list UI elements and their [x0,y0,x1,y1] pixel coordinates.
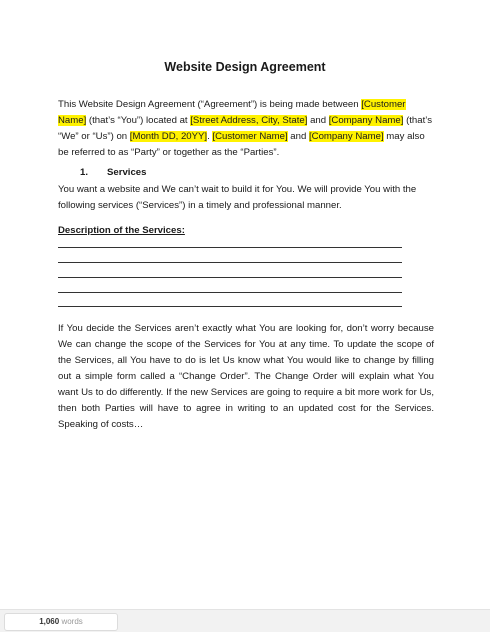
intro-text: (that’s “You”) located at [86,115,191,126]
placeholder-customer-name: [Customer Name] [58,99,406,126]
fill-in-line[interactable] [58,277,402,278]
section-heading-services [58,167,146,178]
intro-text: . [207,131,213,142]
placeholder-customer-name: [Customer Name] [212,131,288,142]
status-bar [0,609,490,632]
intro-paragraph [58,97,434,161]
fill-in-line[interactable] [58,306,402,307]
fill-in-line[interactable] [58,262,402,263]
intro-text: This Website Design Agreement (“Agreement”) is being made between [58,99,362,110]
document-title: Website Design Agreement [164,60,326,74]
word-count-label: words [61,617,83,626]
change-order-paragraph: If You decide the Services aren’t exactly what You are looking for, don’t worry because We can change the scope of the Services for You at any time. To update the scope of the Services, all You have to do is let Us know what You would like to change by filling out a simple form called a “Change Order”. The Change Order will explain what You want Us to do differently. If the new Services are going to require a bit more work for Us, then both Parties will have to agree in writing to an updated cost for the Services. Speaking of costs… [58,323,434,430]
section-title: Services [107,167,147,178]
intro-text: may also be referred to as “Party” or together as the “Parties”. [58,131,425,158]
fill-in-line[interactable] [58,247,402,248]
intro-text: and [307,115,329,126]
fill-in-line[interactable] [58,292,402,293]
intro-text: (that’s “We” or “Us”) on [58,115,433,142]
description-title: Description of the Services: [58,225,185,236]
word-count-badge[interactable] [4,613,118,631]
intro-text: and [287,131,309,142]
placeholder-street-address: [Street Address, City, State] [190,115,308,126]
word-count-value: 1,060 [39,617,60,626]
placeholder-company-name: [Company Name] [328,115,404,126]
services-paragraph: You want a website and We can’t wait to build it for You. We will provide You with the following services (“Services”) in a timely and professional manner. [58,184,417,211]
section-number: 1. [80,167,89,178]
placeholder-company-name: [Company Name] [308,131,384,142]
placeholder-date: [Month DD, 20YY] [129,131,208,142]
